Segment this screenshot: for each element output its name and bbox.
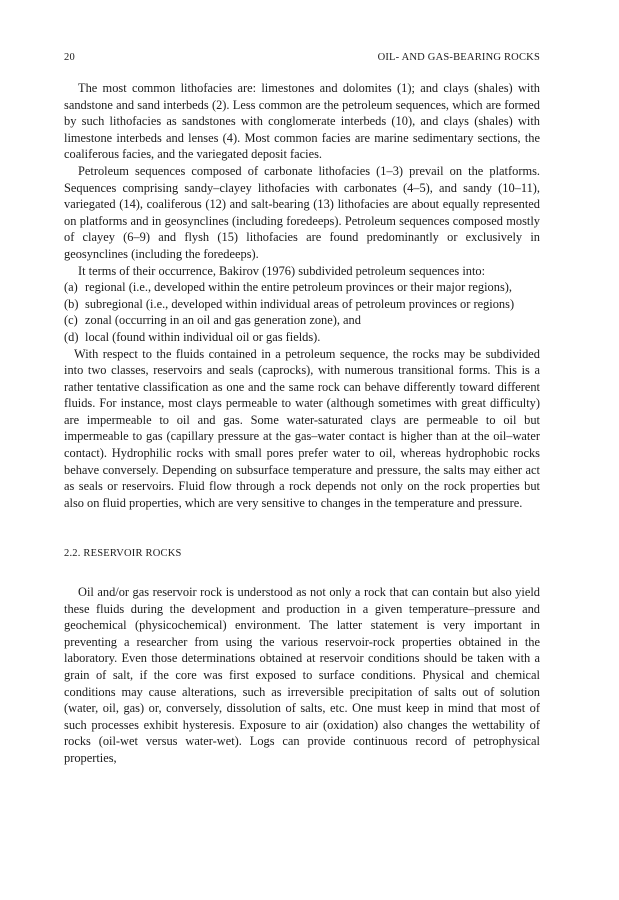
body-text <box>64 80 540 767</box>
list-item-label: (a) <box>64 280 78 295</box>
paragraph: Oil and/or gas reservoir rock is understood as not only a rock that can contain but also yield these fluids during the development and production in a given temperature–pressure and geochemical (physicochemical) environment. The latter statement is very important in preventing a researcher from using the various reservoir-rock properties obtained in the laboratory. Even those determinations obtained at reservoir conditions should be taken with a grain of salt, if the core was first exposed to surface conditions. Physical and chemical conditions may cause alterations, such as irreversible precipitation of salts out of solution (water, oil, gas) or, conversely, dissolution of salts, etc. One must keep in mind that most of such processes exhibit hysteresis. Exposure to air (oxidation) also changes the wettability of rocks (oil-wet versus water-wet). Logs can provide continuous record of petrophysical properties, <box>64 585 540 765</box>
list-item-text: local (found within individual oil or gas fields). <box>85 329 321 344</box>
list-item <box>64 329 540 346</box>
section-heading: 2.2. RESERVOIR ROCKS <box>64 548 182 560</box>
list-item-text: zonal (occurring in an oil and gas generation zone), and <box>85 313 361 328</box>
paragraph: With respect to the fluids contained in a petroleum sequence, the rocks may be subdivided into two classes, reservoirs and seals (caprocks), with numerous transitional forms. This is a rather tentative classification as one and the same rock can behave differently toward different fluids. For instance, most clays permeable to water (although sometimes with great difficulty) are impermeable to oil and gas. Some water-saturated clays are permeable to oil but impermeable to gas (capillary pressure at the gas–water contact is higher than at the oil–water contact). Hydrophilic rocks with small pores prefer water to oil, whereas hydrophobic rocks behave conversely. Depending on subsurface temperature and pressure, the salts may either act as seals or reservoirs. Fluid flow through a rock depends not only on the rock properties but also on fluid properties, which are very sensitive to changes in the temperature and pressure. <box>64 346 540 510</box>
list-item <box>64 312 540 329</box>
paragraph: The most common lithofacies are: limestones and dolomites (1); and clays (shales) with sandstone and sand interbeds (2). Less common are the petroleum sequences, which are formed by such lithofacies as sandstones with conglomerate interbeds (10), and clays (shales) with limestone interbeds and lenses (4). Most common facies are marine sedimentary sections, the coaliferous facies, and the variegated deposit facies. <box>64 81 540 162</box>
page <box>64 52 540 767</box>
paragraph: It terms of their occurrence, Bakirov (1976) subdivided petroleum sequences into: <box>78 263 486 278</box>
page-number: 20 <box>64 52 75 63</box>
list-item-text: subregional (i.e., developed within individual areas of petroleum provinces or regions) <box>85 296 515 311</box>
list-item <box>64 296 540 313</box>
list-item-label: (c) <box>64 313 78 328</box>
occurrence-list <box>64 279 540 345</box>
running-title: OIL- AND GAS-BEARING ROCKS <box>377 52 540 63</box>
list-item <box>64 279 540 296</box>
running-header <box>64 52 540 63</box>
list-item-text: regional (i.e., developed within the entire petroleum provinces or their major regions), <box>85 280 512 295</box>
paragraph: Petroleum sequences composed of carbonate lithofacies (1–3) prevail on the platforms. Sequences comprising sandy–clayey lithofacies with carbonates (4–5), and sandy (10–11), variegated (14), coaliferous (12) and salt-bearing (13) lithofacies are about equally represented on platforms and in geosynclines (including foredeeps). Petroleum sequences composed mostly of clayey (6–9) and flysh (15) lithofacies are found predominantly or exclusively in geosynclines (including the foredeeps). <box>64 163 540 261</box>
list-item-label: (b) <box>64 296 79 311</box>
list-item-label: (d) <box>64 329 79 344</box>
